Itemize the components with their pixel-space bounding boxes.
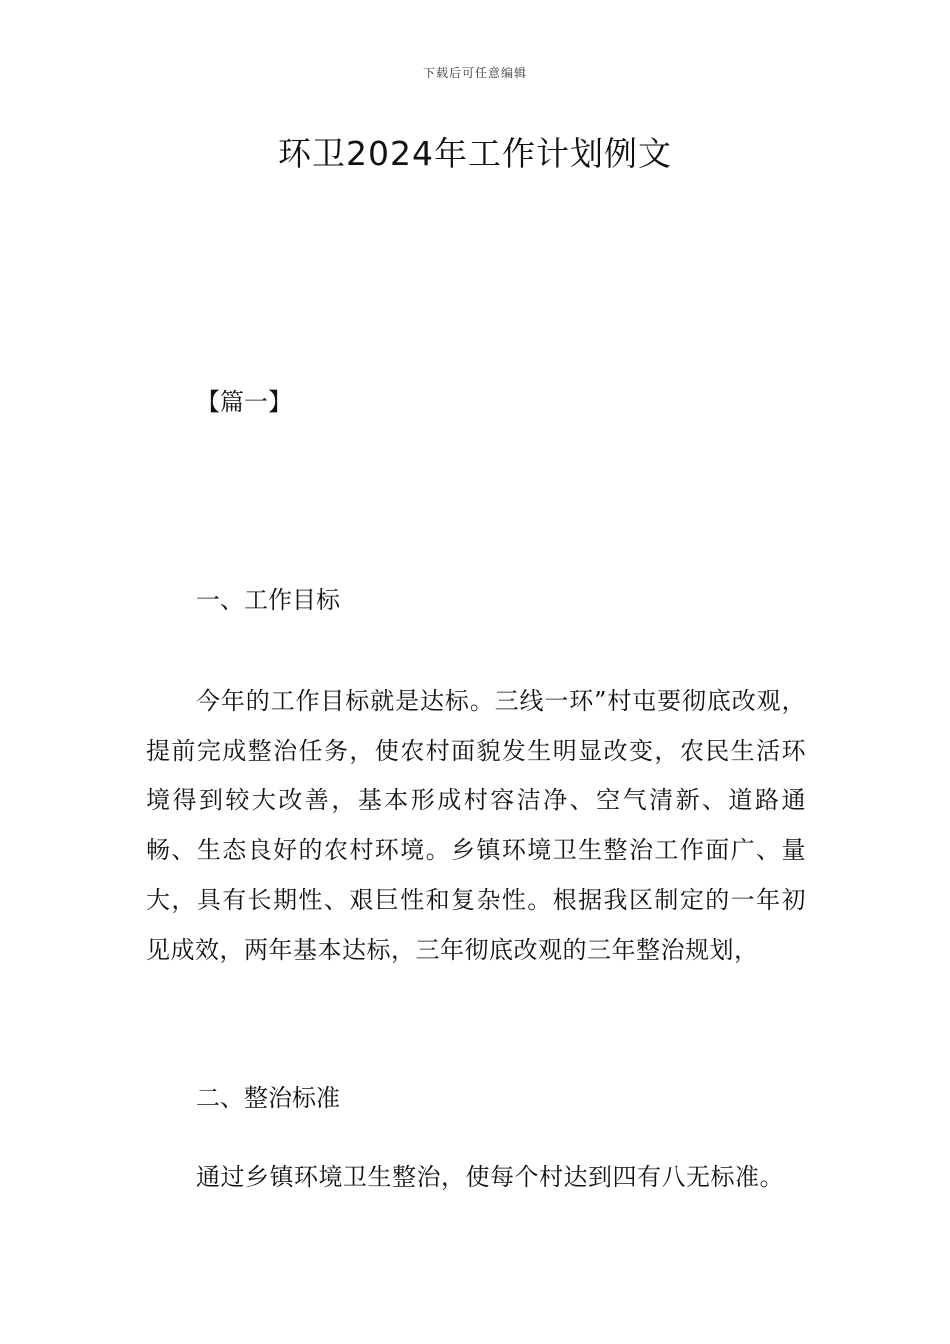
section-marker: 【篇一】 — [196, 388, 292, 416]
section-heading-standards: 二、整治标准 — [196, 1084, 340, 1112]
section-heading-goals: 一、工作目标 — [196, 586, 340, 614]
document-title: 环卫2024年工作计划例文 — [278, 134, 672, 173]
section-paragraph-standards: 通过乡镇环境卫生整治，使每个村达到四有八无标准。 — [196, 1163, 784, 1191]
header-note: 下载后可任意编辑 — [422, 66, 527, 80]
section-paragraph-goals: 今年的工作目标就是达标。三线一环”村屯要彻底改观，提前完成整治任务，使农村面貌发生明显改变，农民生活环境得到较大改善，基本形成村容洁净、空气清新、道路通畅、生态良好的农村环境。乡镇环境卫生整治工作面广、量大，具有长期性、艰巨性和复杂性。根据我区制定的一年初见成效，两年基本达标，三年彻底改观的三年整治规划， — [146, 687, 806, 964]
